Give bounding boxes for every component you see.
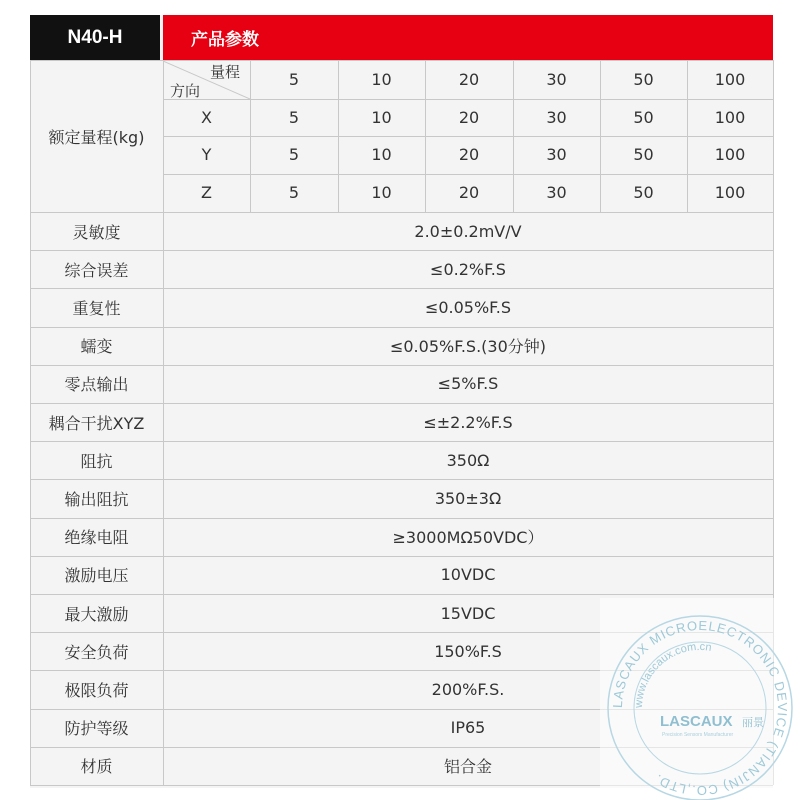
param-value: ≤±2.2%F.S — [423, 412, 513, 432]
param-value: 10VDC — [440, 565, 496, 585]
company-watermark — [600, 598, 800, 800]
param-value: ≥3000MΩ50VDC） — [392, 528, 544, 548]
range-value-cell: 20 — [458, 145, 480, 165]
range-value-cell: 100 — [714, 182, 746, 202]
param-label: 激励电压 — [64, 566, 129, 586]
param-label: 材质 — [80, 757, 113, 777]
rated-range-label: 额定量程(kg) — [48, 127, 145, 147]
param-label: 绝缘电阻 — [64, 528, 129, 548]
param-label: 输出阻抗 — [64, 489, 129, 509]
brand-logo-cn: 丽景 — [742, 716, 764, 729]
range-value-cell: 50 — [633, 182, 654, 202]
direction-cell: Y — [201, 145, 212, 165]
param-label: 最大激励 — [64, 604, 129, 624]
range-value-cell: 30 — [546, 182, 567, 202]
param-label: 蠕变 — [80, 337, 113, 357]
param-value: 铝合金 — [443, 757, 492, 777]
range-value-cell: 100 — [714, 145, 746, 165]
range-value-cell: 30 — [546, 107, 567, 127]
param-value: 15VDC — [440, 603, 496, 623]
param-label: 耦合干扰XYZ — [48, 413, 145, 433]
section-title: 产品参数 — [163, 15, 773, 60]
param-value: 350±3Ω — [434, 488, 502, 508]
range-value-cell: 100 — [714, 107, 746, 127]
param-value: IP65 — [450, 718, 486, 738]
range-value-cell: 5 — [288, 182, 300, 202]
range-value-cell: 20 — [458, 107, 480, 127]
range-value-cell: 50 — [633, 107, 654, 127]
seal-url-text: www.lascaux.com.cn — [632, 640, 713, 709]
range-value-cell: 10 — [371, 145, 392, 165]
param-label: 重复性 — [72, 298, 121, 318]
range-value-cell: 10 — [371, 182, 392, 202]
param-value: 200%F.S. — [431, 679, 505, 699]
param-value: 2.0±0.2mV/V — [414, 221, 522, 241]
param-label: 综合误差 — [64, 260, 129, 280]
param-label: 灵敏度 — [72, 222, 121, 242]
brand-tagline: Precision Sensors Manufacturer — [662, 732, 734, 738]
param-label: 安全负荷 — [64, 642, 129, 662]
brand-logo: LASCAUX — [660, 713, 733, 730]
range-value-cell: 5 — [288, 107, 300, 127]
capacity-header-cell: 20 — [458, 70, 480, 90]
capacity-header-cell: 10 — [371, 70, 392, 90]
param-value: 150%F.S — [434, 641, 502, 661]
range-value-cell: 10 — [371, 107, 392, 127]
param-value: 350Ω — [446, 450, 490, 470]
param-value: ≤5%F.S — [437, 374, 499, 394]
param-label: 防护等级 — [64, 719, 129, 739]
range-value-cell: 20 — [458, 182, 480, 202]
param-label: 阻抗 — [80, 451, 113, 471]
capacity-header-cell: 30 — [546, 70, 567, 90]
direction-cell: X — [201, 107, 212, 127]
range-value-cell: 30 — [546, 145, 567, 165]
range-value-cell: 5 — [288, 145, 300, 165]
direction-cell: Z — [201, 182, 212, 202]
param-value: ≤0.2%F.S — [430, 259, 506, 279]
direction-header-label: 方向 — [170, 82, 201, 100]
capacity-header-label: 量程 — [210, 63, 241, 81]
param-label: 极限负荷 — [64, 680, 129, 700]
range-value-cell: 50 — [633, 145, 654, 165]
seal-ring-text: LASCAUX MICROELECTRONIC DEVICE (TIANJIN) CO.,LTD. — [609, 617, 791, 799]
capacity-header-cell: 100 — [714, 70, 746, 90]
capacity-header-cell: 5 — [288, 70, 300, 90]
param-value: ≤0.05%F.S — [424, 297, 512, 317]
param-value: ≤0.05%F.S.(30分钟) — [389, 337, 547, 357]
model-header: N40-H — [30, 15, 160, 60]
param-label: 零点输出 — [64, 375, 129, 395]
capacity-header-cell: 50 — [633, 70, 654, 90]
